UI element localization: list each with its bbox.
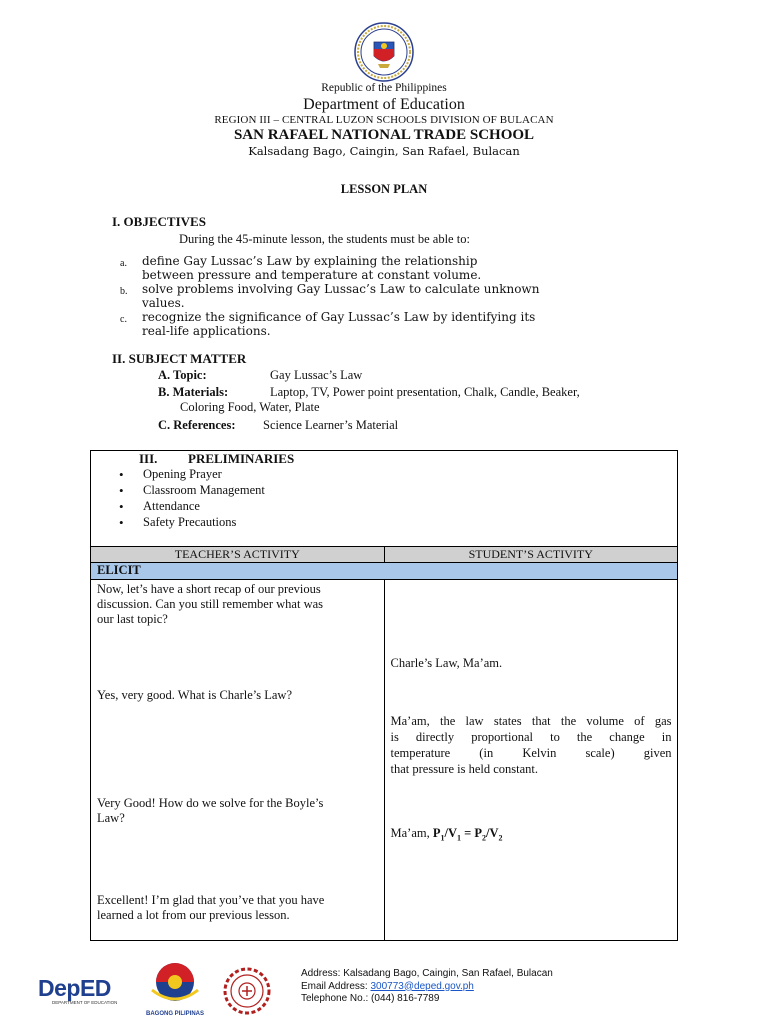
deped-logo: [38, 976, 122, 1012]
teacher-cell: [91, 580, 385, 941]
table-row: [91, 580, 678, 941]
teacher-activity-header: TEACHER’S ACTIVITY: [91, 547, 385, 563]
references-label: C. References:: [158, 418, 236, 432]
department-text: Department of Education: [303, 96, 465, 113]
region-text: REGION III – CENTRAL LUZON SCHOOLS DIVISION OF BULACAN: [214, 114, 554, 126]
formula-answer: [391, 826, 503, 846]
objective-line: real-life applications.: [142, 324, 271, 338]
objective-line: recognize the significance of Gay Lussac’s Law by identifying its: [142, 310, 536, 324]
deped-logo-text: DepED: [38, 975, 111, 1001]
objective-letter: c.: [120, 314, 127, 325]
list-item: • Opening Prayer: [143, 467, 265, 483]
student-activity-header: STUDENT’S ACTIVITY: [384, 547, 678, 563]
activity-table: [90, 546, 678, 941]
footer-email-line: [301, 981, 553, 994]
objective-line: solve problems involving Gay Lussac’s Law to calculate unknown: [142, 282, 540, 296]
school-address: Kalsadang Bago, Caingin, San Rafael, Bulacan: [248, 144, 520, 158]
objective-line: between pressure and temperature at constant volume.: [142, 268, 482, 282]
footer-address: Address: Kalsadang Bago, Caingin, San Rafael, Bulacan: [301, 968, 553, 979]
preliminaries-heading: PRELIMINARIES: [188, 451, 295, 466]
topic-value: Gay Lussac’s Law: [270, 368, 363, 382]
objective-line: values.: [142, 296, 185, 310]
bagong-pilipinas-icon: [142, 960, 208, 1006]
email-label: Email Address:: [301, 980, 371, 992]
school-gear-seal-icon: [222, 966, 272, 1016]
teacher-line: Excellent! I’m glad that you’ve that you have: [97, 893, 325, 907]
materials-value-cont: Coloring Food, Water, Plate: [180, 400, 320, 414]
student-cell: [384, 580, 678, 941]
preliminaries-box: [90, 450, 678, 547]
teacher-line: discussion. Can you still remember what was: [97, 597, 324, 611]
deped-seal-icon: [354, 22, 414, 82]
student-answer: Charle’s Law, Ma’am.: [390, 656, 503, 670]
teacher-line: Law?: [97, 811, 125, 825]
table-header-row: [91, 547, 678, 563]
formula-prefix: Ma’am,: [390, 826, 433, 840]
student-answer-line: that pressure is held constant.: [390, 762, 539, 776]
materials-label: B. Materials:: [158, 385, 229, 399]
footer-contact: [301, 968, 553, 1006]
objective-letter: a.: [120, 258, 127, 269]
topic-label: A. Topic:: [158, 368, 207, 382]
objectives-heading: I. OBJECTIVES: [112, 214, 206, 229]
student-answer-line: is directly proportional to the change in: [390, 730, 672, 744]
republic-text: Republic of the Philippines: [321, 82, 447, 94]
objectives-intro: During the 45-minute lesson, the students must be able to:: [179, 232, 470, 246]
formula: $P_1/V_1 = P_2/V_2$: [432, 826, 503, 843]
objective-line: define Gay Lussac’s Law by explaining the relationship: [142, 254, 478, 268]
list-item: • Attendance: [143, 499, 265, 515]
references-value: Science Learner’s Material: [263, 418, 399, 432]
footer-phone: Telephone No.: (044) 816-7789: [301, 993, 440, 1004]
deped-logo-sub: DEPARTMENT OF EDUCATION: [52, 1000, 118, 1005]
student-answer-line: temperature (in Kelvin scale) given: [390, 746, 672, 760]
teacher-line: Now, let’s have a short recap of our previous: [97, 582, 321, 596]
list-item: • Safety Precautions: [143, 515, 265, 531]
subject-matter-heading: II. SUBJECT MATTER: [112, 351, 247, 366]
email-link[interactable]: 300773@deped.gov.ph: [370, 980, 474, 992]
preliminaries-list: [143, 467, 265, 531]
teacher-line: our last topic?: [97, 612, 168, 626]
bagong-pilipinas-text: BAGONG PILIPINAS: [145, 1011, 204, 1017]
elicit-row: [91, 563, 678, 580]
objective-letter: b.: [120, 286, 128, 297]
teacher-line: learned a lot from our previous lesson.: [97, 908, 290, 922]
teacher-line: Very Good! How do we solve for the Boyle’s: [97, 796, 324, 810]
elicit-label: ELICIT: [91, 563, 678, 580]
teacher-line: Yes, very good. What is Charle’s Law?: [97, 688, 292, 702]
student-answer-line: Ma’am, the law states that the volume of gas: [390, 714, 672, 728]
list-item: • Classroom Management: [143, 483, 265, 499]
materials-value: Laptop, TV, Power point presentation, Chalk, Candle, Beaker,: [270, 385, 580, 399]
bagong-pilipinas-logo: [142, 960, 208, 1016]
preliminaries-number: III.: [139, 451, 158, 466]
page-title: LESSON PLAN: [340, 182, 428, 196]
school-name: SAN RAFAEL NATIONAL TRADE SCHOOL: [233, 127, 535, 143]
